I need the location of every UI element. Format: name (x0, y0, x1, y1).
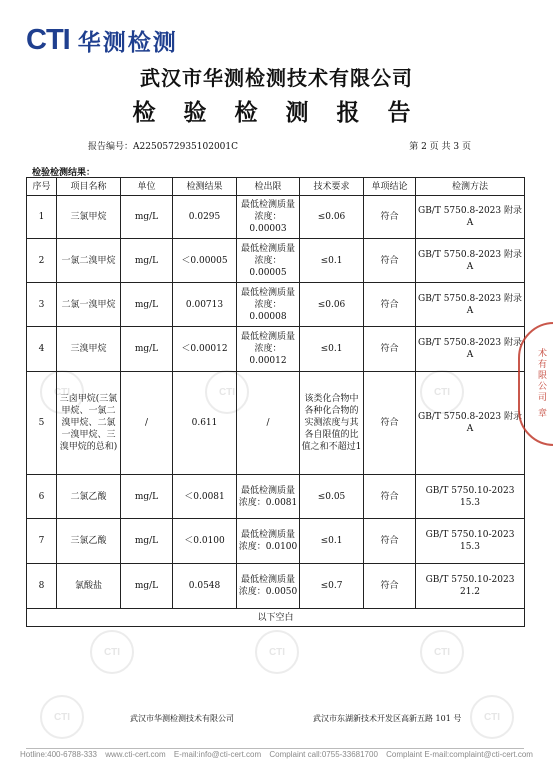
cell-unit: mg/L (121, 327, 173, 372)
results-table (26, 177, 525, 627)
cell-index: 3 (27, 283, 57, 327)
page-info: 第 2 页 共 3 页 (409, 142, 471, 152)
table-row (27, 475, 525, 519)
cell-limit: 最低检测质量浓度：0.00005 (237, 239, 300, 283)
cell-result: 0.0548 (173, 564, 237, 609)
cell-requirement: ≤0.06 (300, 283, 364, 327)
cell-unit: mg/L (121, 283, 173, 327)
cell-item: 三卤甲烷(三氯甲烷、一氯二溴甲烷、二氯一溴甲烷、三溴甲烷的总和) (57, 372, 121, 475)
company-logo (26, 24, 178, 56)
cell-unit: / (121, 372, 173, 475)
cell-result: 0.0295 (173, 196, 237, 239)
cell-method: GB/T 5750.8-2023 附录 A (416, 239, 525, 283)
cell-index: 2 (27, 239, 57, 283)
table-row (27, 564, 525, 609)
table-row (27, 519, 525, 564)
cell-requirement: ≤0.1 (300, 239, 364, 283)
header-cell: 检测方法 (416, 178, 525, 196)
watermark-logo: CTI (420, 630, 464, 674)
cell-result: 0.611 (173, 372, 237, 475)
watermark-logo: CTI (205, 370, 249, 414)
report-number (88, 139, 238, 152)
cell-result: ＜0.0081 (173, 475, 237, 519)
cell-method: GB/T 5750.10-2023 15.3 (416, 519, 525, 564)
cell-conclusion: 符合 (364, 564, 416, 609)
cell-item: 二氯一溴甲烷 (57, 283, 121, 327)
section-title: 检验检测结果： (32, 168, 96, 178)
table-header-row (27, 178, 525, 196)
watermark-logo: CTI (90, 630, 134, 674)
blank-note: 以下空白 (27, 609, 525, 627)
cell-requirement: ≤0.1 (300, 327, 364, 372)
cell-result: ＜0.00005 (173, 239, 237, 283)
cell-item: 氯酸盐 (57, 564, 121, 609)
watermark-logo: CTI (40, 370, 84, 414)
cell-result: ＜0.00012 (173, 327, 237, 372)
cell-index: 5 (27, 372, 57, 475)
cell-requirement: ≤0.05 (300, 475, 364, 519)
watermark-logo: CTI (420, 370, 464, 414)
cell-unit: mg/L (121, 564, 173, 609)
cell-index: 8 (27, 564, 57, 609)
cell-index: 7 (27, 519, 57, 564)
cell-conclusion: 符合 (364, 519, 416, 564)
cell-limit: 最低检测质量浓度：0.0081 (237, 475, 300, 519)
cell-unit: mg/L (121, 196, 173, 239)
logo-brand: CTI (26, 23, 70, 56)
cell-unit: mg/L (121, 519, 173, 564)
cell-result: 0.00713 (173, 283, 237, 327)
cell-method: GB/T 5750.8-2023 附录 A (416, 372, 525, 475)
report-number-value: A2250572935102001C (133, 142, 239, 152)
watermark-logo: CTI (40, 695, 84, 739)
cell-method: GB/T 5750.10-2023 21.2 (416, 564, 525, 609)
table-row (27, 372, 525, 475)
footer-divider (26, 748, 524, 749)
complaint-call: Complaint call:0755-33681700 (269, 750, 378, 759)
cell-unit: mg/L (121, 239, 173, 283)
header-cell: 单项结论 (364, 178, 416, 196)
cell-method: GB/T 5750.8-2023 附录 A (416, 283, 525, 327)
header-cell: 检测结果 (173, 178, 237, 196)
cell-item: 三氯乙酸 (57, 519, 121, 564)
report-title: 检 验 检 测 报 告 (132, 99, 421, 126)
footer-company: 武汉市华测检测技术有限公司 (130, 714, 234, 723)
header-cell: 技术要求 (300, 178, 364, 196)
table-row (27, 283, 525, 327)
cell-limit: 最低检测质量浓度：0.00003 (237, 196, 300, 239)
header-cell: 项目名称 (57, 178, 121, 196)
header-cell: 序号 (27, 178, 57, 196)
cell-conclusion: 符合 (364, 372, 416, 475)
cell-index: 6 (27, 475, 57, 519)
cell-limit: 最低检测质量浓度：0.00012 (237, 327, 300, 372)
blank-note-row (27, 609, 525, 627)
header-cell: 检出限 (237, 178, 300, 196)
cell-requirement: 该类化合物中各种化合物的实测浓度与其各自限值的比值之和不超过1 (300, 372, 364, 475)
company-name: 武汉市华测检测技术有限公司 (140, 66, 413, 90)
report-number-label: 报告编号： (88, 142, 134, 152)
cell-limit: 最低检测质量浓度：0.0100 (237, 519, 300, 564)
cell-item: 一氯二溴甲烷 (57, 239, 121, 283)
cell-requirement: ≤0.7 (300, 564, 364, 609)
cell-requirement: ≤0.06 (300, 196, 364, 239)
cell-result: ＜0.0100 (173, 519, 237, 564)
footer-address: 武汉市东湖新技术开发区高新五路 101 号 (313, 714, 462, 723)
cell-method: GB/T 5750.8-2023 附录 A (416, 327, 525, 372)
cell-conclusion: 符合 (364, 239, 416, 283)
cell-requirement: ≤0.1 (300, 519, 364, 564)
watermark-logo: CTI (470, 695, 514, 739)
cell-item: 三溴甲烷 (57, 327, 121, 372)
header-cell: 单位 (121, 178, 173, 196)
cell-conclusion: 符合 (364, 196, 416, 239)
stamp-text: 术有限公司 章 (536, 348, 546, 419)
complaint-email-link[interactable]: Complaint E-mail:complaint@cti-cert.com (386, 750, 533, 759)
table-row (27, 239, 525, 283)
table-row (27, 327, 525, 372)
cell-conclusion: 符合 (364, 475, 416, 519)
cell-index: 1 (27, 196, 57, 239)
cell-limit: 最低检测质量浓度：0.00008 (237, 283, 300, 327)
logo-name: 华测检测 (77, 29, 178, 56)
email-link[interactable]: E-mail:info@cti-cert.com (173, 750, 262, 759)
cell-conclusion: 符合 (364, 327, 416, 372)
table-row (27, 196, 525, 239)
cell-index: 4 (27, 327, 57, 372)
cell-item: 二氯乙酸 (57, 475, 121, 519)
watermark-logo: CTI (255, 630, 299, 674)
cell-limit: 最低检测质量浓度：0.0050 (237, 564, 300, 609)
cell-item: 三氯甲烷 (57, 196, 121, 239)
website-link[interactable]: www.cti-cert.com (105, 750, 166, 759)
cell-limit: / (237, 372, 300, 475)
cell-method: GB/T 5750.10-2023 15.3 (416, 475, 525, 519)
cell-conclusion: 符合 (364, 283, 416, 327)
contact-bar (0, 750, 553, 759)
cell-unit: mg/L (121, 475, 173, 519)
cell-method: GB/T 5750.8-2023 附录 A (416, 196, 525, 239)
hotline: Hotline:400-6788-333 (20, 750, 97, 759)
